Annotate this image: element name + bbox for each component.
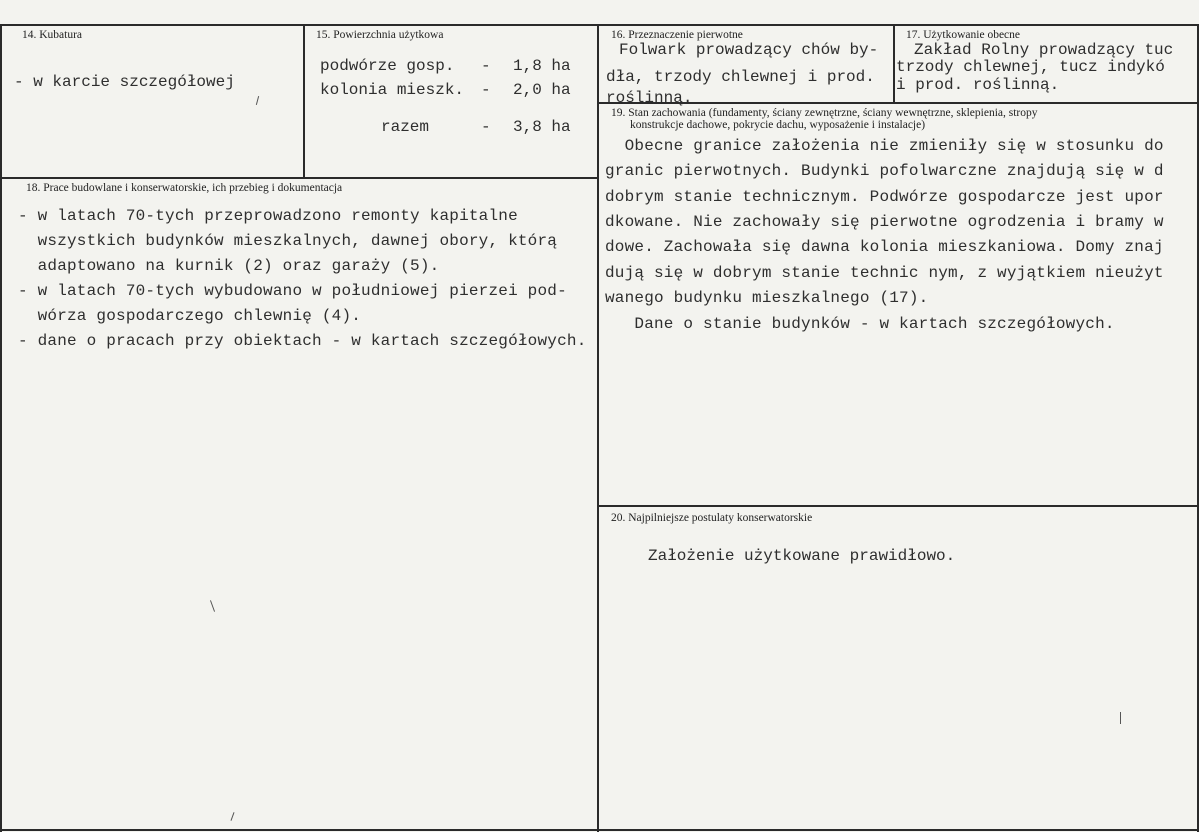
- area-row-value: 3,8 ha: [513, 118, 571, 136]
- rule-left-edge: [0, 24, 2, 832]
- section-17-line: i prod. roślinną.: [896, 76, 1060, 94]
- section-19-line: wanego budynku mieszkalnego (17).: [605, 289, 929, 307]
- stray-mark: [210, 600, 215, 612]
- section-19-line: dobrym stanie technicznym. Podwórze gospodarcze jest upor: [605, 188, 1164, 206]
- section-14-heading: 14. Kubatura: [22, 29, 83, 41]
- section-18-heading: 18. Prace budowlane i konserwatorskie, ich przebieg i dokumentacja: [26, 182, 343, 194]
- area-row-value: 1,8 ha: [513, 57, 571, 75]
- area-row-label: razem: [381, 118, 430, 136]
- area-row-label: podwórze gosp.: [320, 57, 455, 75]
- section-20-text: Założenie użytkowane prawidłowo.: [648, 547, 956, 565]
- section-19-heading-line1: 19. Stan zachowania (fundamenty, ściany zewnętrzne, ściany wewnętrzne, sklepienia, stropy: [611, 107, 1038, 119]
- rule-v-main: [597, 24, 599, 832]
- rule-h-left-mid: [0, 177, 598, 179]
- section-18-line: wórza gospodarczego chlewnię (4).: [18, 307, 362, 325]
- area-row-dash: -: [481, 57, 491, 75]
- section-18-line: - w latach 70-tych wybudowano w południowej pierzei pod-: [18, 282, 567, 300]
- rule-v-16-17: [893, 24, 895, 102]
- section-17-line: trzody chlewnej, tucz indykó: [896, 58, 1165, 76]
- area-row-value: 2,0 ha: [513, 81, 571, 99]
- section-15-heading: 15. Powierzchnia użytkowa: [316, 29, 444, 41]
- section-16-heading: 16. Przeznaczenie pierwotne: [611, 29, 743, 41]
- section-19-heading-line2: konstrukcje dachowe, pokrycie dachu, wyposażenie i instalacje): [630, 119, 926, 131]
- section-17-heading: 17. Użytkowanie obecne: [906, 29, 1021, 41]
- section-18-line: - w latach 70-tych przeprowadzono remonty kapitalne: [18, 207, 518, 225]
- section-19-line: dują się w dobrym stanie technic nym, z wyjątkiem nieużyt: [605, 264, 1164, 282]
- rule-h-right-20: [597, 505, 1199, 507]
- section-14-text: - w karcie szczegółowej: [14, 73, 235, 91]
- rule-v-14-15: [303, 24, 305, 178]
- section-18-line: - dane o pracach przy obiektach - w kartach szczegółowych.: [18, 332, 587, 350]
- area-row-dash: -: [481, 118, 491, 136]
- section-19-line: Dane o stanie budynków - w kartach szczegółowych.: [605, 315, 1115, 333]
- area-row-label: kolonia mieszk.: [320, 81, 465, 99]
- section-18-line: adaptowano na kurnik (2) oraz garaży (5).: [18, 257, 440, 275]
- stray-mark: [1120, 712, 1121, 724]
- section-20-heading: 20. Najpilniejsze postulaty konserwatorskie: [611, 512, 813, 524]
- rule-bottom: [0, 829, 1199, 831]
- section-16-line: dła, trzody chlewnej i prod.: [606, 68, 875, 86]
- section-16-line: roślinną.: [606, 89, 693, 107]
- stray-mark: [230, 812, 234, 821]
- section-19-line: dkowane. Nie zachowały się pierwotne ogrodzenia i bramy w: [605, 213, 1164, 231]
- section-16-line: Folwark prowadzący chów by-: [619, 41, 879, 59]
- stray-mark: [256, 96, 259, 105]
- area-row-dash: -: [481, 81, 491, 99]
- rule-top: [0, 24, 1199, 26]
- section-17-line: Zakład Rolny prowadzący tuc: [914, 41, 1174, 59]
- section-18-line: wszystkich budynków mieszkalnych, dawnej obory, którą: [18, 232, 558, 250]
- rule-right-edge: [1197, 24, 1199, 832]
- section-19-line: granic pierwotnych. Budynki pofolwarczne znajdują się w d: [605, 162, 1164, 180]
- section-19-line: dowe. Zachowała się dawna kolonia mieszkaniowa. Domy znaj: [605, 238, 1164, 256]
- section-19-line: Obecne granice założenia nie zmieniły się w stosunku do: [605, 137, 1164, 155]
